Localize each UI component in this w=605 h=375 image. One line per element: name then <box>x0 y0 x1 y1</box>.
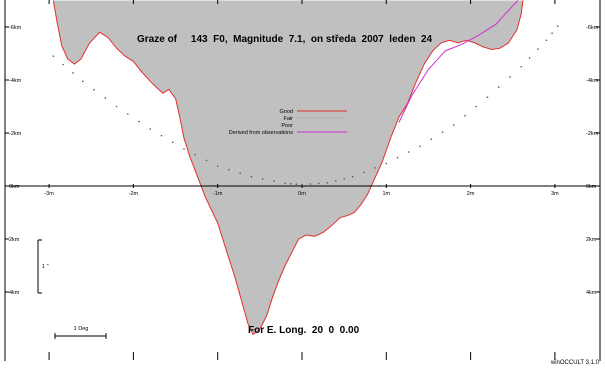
prediction-dot <box>206 160 208 162</box>
legend-label: Poor <box>281 123 293 129</box>
prediction-dot <box>397 157 399 159</box>
prediction-dot <box>408 151 410 153</box>
prediction-dot <box>183 148 185 150</box>
prediction-dot <box>419 145 421 147</box>
prediction-dot <box>239 172 241 174</box>
y-tick-label: -4km <box>586 78 599 84</box>
prediction-dot <box>72 72 74 74</box>
prediction-dot <box>343 178 345 180</box>
prediction-dot <box>296 183 298 185</box>
prediction-dot <box>537 48 539 50</box>
prediction-dot <box>551 32 553 34</box>
prediction-dot <box>487 96 489 98</box>
prediction-dot <box>352 176 354 178</box>
x-tick-label: -3m <box>44 191 54 197</box>
prediction-dot <box>326 182 328 184</box>
prediction-dot <box>194 154 196 156</box>
y-tick-label: -6km <box>586 25 599 31</box>
prediction-dot <box>161 135 163 137</box>
prediction-dot <box>430 138 432 140</box>
y-tick-label: -2km <box>9 131 22 137</box>
y-tick-label: 0km <box>586 184 597 190</box>
prediction-dot <box>251 176 253 178</box>
prediction-dot <box>475 106 477 108</box>
prediction-dot <box>262 178 264 180</box>
horizontal-scale-label: 1 Deg <box>73 326 89 332</box>
prediction-dot <box>217 165 219 167</box>
prediction-dot <box>138 121 140 123</box>
legend-label: Good <box>279 109 293 115</box>
legend-label: Derived from observations <box>228 130 293 136</box>
prediction-dot <box>82 81 84 83</box>
prediction-dot <box>228 169 230 171</box>
prediction-dot <box>290 183 292 185</box>
prediction-dot <box>172 141 174 143</box>
x-tick-label: 0m <box>298 191 306 197</box>
vertical-scale-label: 1 " <box>42 264 49 270</box>
prediction-dot <box>318 183 320 185</box>
y-tick-label: -6km <box>9 25 22 31</box>
prediction-dot <box>62 64 64 66</box>
prediction-dot <box>93 89 95 91</box>
prediction-dot <box>284 183 286 185</box>
longitude-label: For E. Long. 20 0 0.00 <box>248 325 360 336</box>
prediction-dot <box>374 167 376 169</box>
y-tick-label: 4km <box>586 290 597 296</box>
prediction-dot <box>335 180 337 182</box>
x-tick-label: -1m <box>212 191 223 197</box>
prediction-dot <box>442 131 444 133</box>
prediction-dot <box>273 180 275 182</box>
chart-title: Graze of 143 F0, Magnitude 7.1, on středa 2007 leden 24 <box>137 34 433 45</box>
prediction-dot <box>557 25 559 27</box>
prediction-dot <box>464 115 466 117</box>
y-tick-label: 2km <box>9 237 20 243</box>
y-tick-label: 2km <box>586 237 597 243</box>
prediction-dot <box>546 39 548 41</box>
legend-label: Fair <box>283 116 293 122</box>
y-tick-label: -4km <box>9 78 22 84</box>
prediction-dot <box>116 106 118 108</box>
x-tick-label: 2m <box>466 191 475 197</box>
prediction-dot <box>301 184 303 186</box>
prediction-dot <box>363 172 365 174</box>
version-label: winOCCULT 3.1.0 <box>550 360 599 366</box>
prediction-dot <box>520 66 522 68</box>
lunar-limb-area <box>53 1 523 335</box>
y-tick-label: -2km <box>586 131 599 137</box>
x-tick-label: 1m <box>382 191 391 197</box>
prediction-dot <box>498 86 500 88</box>
prediction-dot <box>509 76 511 78</box>
y-tick-label: 4km <box>9 290 20 296</box>
prediction-dot <box>149 128 151 130</box>
prediction-dot <box>53 55 55 57</box>
prediction-dot <box>105 97 107 99</box>
prediction-dot <box>529 57 531 59</box>
x-tick-label: 3m <box>551 191 559 197</box>
prediction-dot <box>310 183 312 185</box>
x-tick-label: -2m <box>128 191 139 197</box>
prediction-dot <box>127 113 129 115</box>
prediction-dot <box>453 124 455 126</box>
y-tick-label: 0km <box>9 184 20 190</box>
prediction-dot <box>386 163 388 165</box>
